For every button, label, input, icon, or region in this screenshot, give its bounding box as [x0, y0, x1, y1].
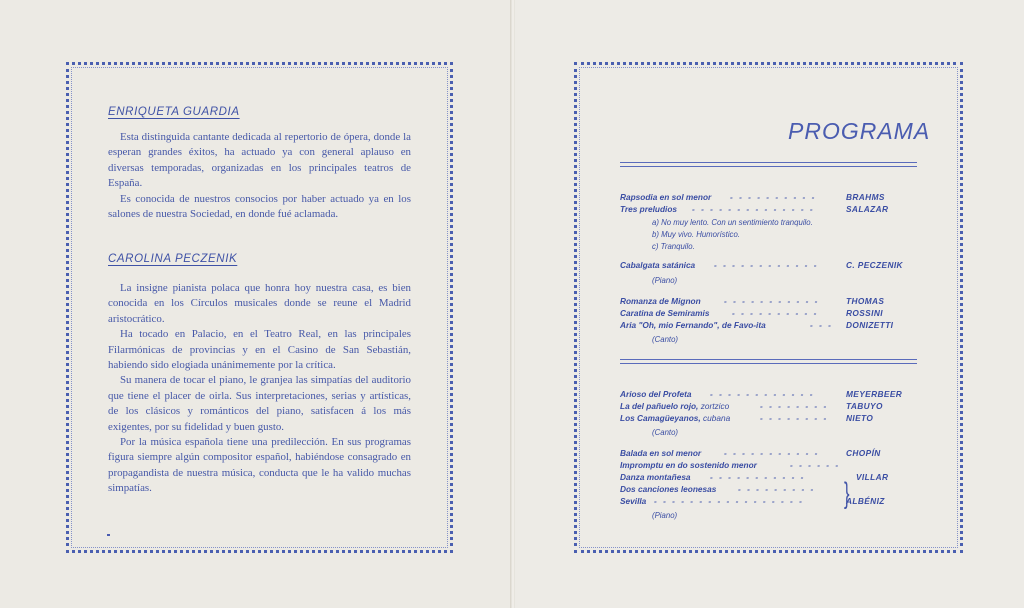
- program-item: [620, 320, 914, 331]
- composer: VILLAR: [856, 472, 889, 482]
- prelude-a: a) No muy lento. Con un sentimiento tranquilo.: [652, 218, 813, 227]
- prelude-b: b) Muy vivo. Humorístico.: [652, 230, 740, 239]
- program-item: [620, 308, 914, 319]
- composer: MEYERBEER: [846, 389, 903, 399]
- bio-paragraph: Es conocida de nuestros consocios por haber actuado ya en los salones de nuestra Sociedad, en donde fué aclamada.: [108, 192, 411, 221]
- leader-dashes: - - - - - - - - - - - - - - - - -: [654, 496, 804, 506]
- piece-subtitle: zortzico: [700, 401, 730, 411]
- program-item: [620, 472, 914, 483]
- program-item: [620, 448, 914, 459]
- bio-paragraph: Ha tocado en Palacio, en el Teatro Real, en las principales Filarmónicas de provincias y en el Casino de San Sebastián, habiendo sido elogiada unánimemente por la crítica.: [108, 328, 411, 372]
- leader-dashes: - - - - - - - -: [760, 401, 829, 411]
- composer: THOMAS: [846, 296, 885, 306]
- program-item: [620, 413, 914, 424]
- leader-dashes: - - - - - - - - - - - - - -: [692, 204, 815, 214]
- enriqueta-guardia-bio: [108, 130, 411, 222]
- piece-title: Tres preludios: [620, 204, 678, 214]
- composer: ROSSINI: [846, 308, 883, 318]
- piece-title-main: La del pañuelo rojo,: [620, 401, 699, 411]
- program-item: [620, 496, 914, 507]
- leader-dashes: - - - - - - - - - -: [732, 308, 819, 318]
- piece-subtitle: cubana: [703, 413, 731, 423]
- program-item: [620, 204, 914, 215]
- composer: SALAZAR: [846, 204, 889, 214]
- performer-note-piano: (Piano): [652, 511, 678, 520]
- composer: NIETO: [846, 413, 874, 423]
- program-item: [620, 296, 914, 307]
- piece-title: [620, 401, 729, 411]
- program-item: [620, 484, 914, 495]
- page-fold: [510, 0, 515, 608]
- piece-title: Romanza de Mignon: [620, 296, 701, 306]
- piece-title: Danza montañesa: [620, 472, 691, 482]
- composer: TABUYO: [846, 401, 883, 411]
- leader-dashes: - - - - - - - - - - -: [724, 296, 820, 306]
- program-item: [620, 401, 914, 412]
- bio-paragraph: Por la música española tiene una predilección. En sus programas figura siempre algún compositor español, habiéndose consagrado en propagandista de nuestra música, conducta que le ha valido muchas simpatías.: [108, 436, 411, 495]
- brace-grouping: }: [844, 477, 850, 510]
- carolina-peczenik-bio: [108, 281, 411, 497]
- piece-title: Aria "Oh, mio Fernando", de Favo-ita: [620, 320, 766, 330]
- piece-title: Sevilla: [620, 496, 647, 506]
- program-item: [620, 192, 914, 203]
- program-item: [620, 260, 914, 271]
- program-item: [620, 389, 914, 400]
- piece-title: Caratina de Semiramis: [620, 308, 710, 318]
- performer-note-canto: (Canto): [652, 428, 678, 437]
- piece-title: [620, 413, 730, 423]
- leader-dashes: - - - - - - - - - - -: [710, 472, 806, 482]
- bio-paragraph: Esta distinguida cantante dedicada al repertorio de ópera, donde la esperan grandes éxitos, ha actuado ya con general aplauso en diversas temporadas, organizadas en los principales teatros de España.: [108, 131, 411, 190]
- piece-title: Impromptu en do sostenido menor: [620, 460, 757, 470]
- leader-dashes: - - - - - - - - - - - -: [710, 389, 815, 399]
- piece-title: Dos canciones leonesas: [620, 484, 717, 494]
- composer: ALBÉNIZ: [846, 496, 885, 506]
- leader-dashes: - - - - - - - - -: [738, 484, 816, 494]
- heading-carolina-peczenik: CAROLINA PECZENIK: [108, 253, 238, 265]
- prelude-c: c) Tranquilo.: [652, 242, 695, 251]
- leader-dashes: - - - - - - - - - - - -: [714, 260, 819, 270]
- composer: BRAHMS: [846, 192, 885, 202]
- composer: DONIZETTI: [846, 320, 894, 330]
- composer: C. PECZENIK: [846, 260, 903, 270]
- piece-title: Rapsodia en sol menor: [620, 192, 712, 202]
- ink-mark: [107, 534, 110, 536]
- leader-dashes: - - - - - - - - - - -: [724, 448, 820, 458]
- performer-note-piano: (Piano): [652, 276, 678, 285]
- leader-dashes: - - - - - - - - - -: [730, 192, 817, 202]
- piece-title-main: Los Camagüeyanos,: [620, 413, 701, 423]
- heading-enriqueta-guardia: ENRIQUETA GUARDIA: [108, 106, 240, 118]
- composer: CHOPÍN: [846, 448, 881, 458]
- leader-dashes: - - - - - - - -: [760, 413, 829, 423]
- piece-title: Balada en sol menor: [620, 448, 702, 458]
- double-rule-middle: [620, 359, 917, 364]
- program-item: [620, 460, 914, 471]
- bio-paragraph: La insigne pianista polaca que honra hoy nuestra casa, es bien conocida en los Círculos musicales donde se reune el Madrid aristocrático.: [108, 282, 411, 325]
- leader-dashes: - - - - - -: [790, 460, 841, 470]
- bio-paragraph: Su manera de tocar el piano, le granjea las simpatías del auditorio que tiene el placer de oirla. Sus interpretaciones, serias y artísticas, de los clásicos y románticos del piano, satisfacen á los más exigentes, por su fidelidad y buen gusto.: [108, 374, 411, 433]
- leader-dashes: - - -: [810, 320, 833, 330]
- program-title: PROGRAMA: [788, 118, 931, 144]
- performer-note-canto: (Canto): [652, 335, 678, 344]
- double-rule-top: [620, 162, 917, 167]
- piece-title: Arioso del Profeta: [620, 389, 692, 399]
- piece-title: Cabalgata satánica: [620, 260, 696, 270]
